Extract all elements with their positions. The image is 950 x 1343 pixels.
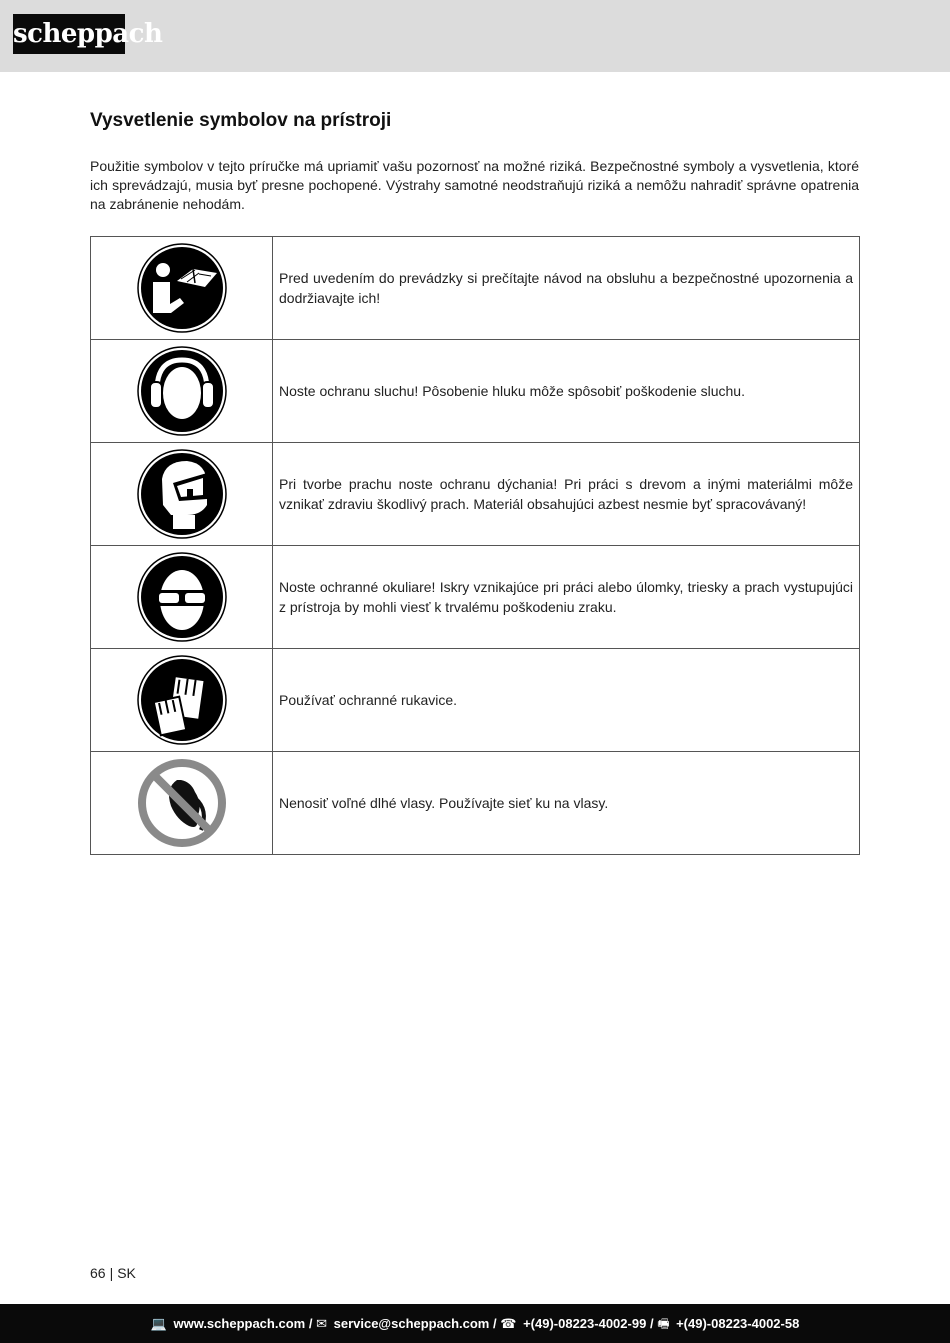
hearing-protection-icon — [137, 346, 227, 436]
read-manual-icon — [137, 243, 227, 333]
footer-bar — [0, 1304, 950, 1343]
page-number-value: 66 — [90, 1265, 106, 1281]
table-row — [91, 443, 860, 546]
table-row — [91, 752, 860, 855]
symbol-description: Nenosiť voľné dlhé vlasy. Používajte sieť ku na vlasy. — [273, 752, 860, 855]
icon-cell — [91, 752, 273, 855]
table-row — [91, 237, 860, 340]
symbol-description: Pri tvorbe prachu noste ochranu dýchania! Pri práci s drevom a inými materiálmi môže vznikať zdraviu škodlivý prach. Materiál obsahujúci azbest nesmie byť spracovávaný! — [273, 443, 860, 546]
symbols-table — [90, 236, 860, 855]
page-number: 66 | SK — [90, 1265, 136, 1281]
respiratory-protection-icon — [137, 449, 227, 539]
email-icon: ✉ — [316, 1316, 327, 1331]
icon-cell — [91, 649, 273, 752]
icon-cell — [91, 237, 273, 340]
safety-goggles-icon — [137, 552, 227, 642]
header-bar — [0, 0, 950, 72]
separator: / — [649, 1316, 654, 1331]
table-row — [91, 546, 860, 649]
phone-icon: ☎ — [500, 1316, 517, 1331]
symbol-description: Používať ochranné rukavice. — [273, 649, 860, 752]
symbol-description: Noste ochranné okuliare! Iskry vznikajúce pri práci alebo úlomky, triesky a prach vystupujúci z prístroja by mohli viesť k trvalému poškodeniu zraku. — [273, 546, 860, 649]
intro-paragraph: Použitie symbolov v tejto príručke má upriamiť vašu pozornosť na možné riziká. Bezpečnostné symboly a vysvetlenia, ktoré ich sprevádzajú, musia byť presne pochopené. Výstrahy samotné neodstraňujú riziká a nemôžu nahradiť správne opatrenia na zabránenie nehodám. — [90, 158, 859, 212]
protective-gloves-icon — [137, 655, 227, 745]
phone-number[interactable]: +(49)-08223-4002-99 — [523, 1316, 647, 1331]
separator: / — [308, 1316, 313, 1331]
language-code: SK — [117, 1265, 136, 1281]
scheppach-logo: scheppach — [13, 14, 125, 54]
email-link[interactable]: service@scheppach.com — [333, 1316, 490, 1331]
symbol-description: Noste ochranu sluchu! Pôsobenie hluku môže spôsobiť poškodenie sluchu. — [273, 340, 860, 443]
icon-cell — [91, 546, 273, 649]
icon-cell — [91, 340, 273, 443]
computer-icon: 💻 — [150, 1316, 167, 1331]
page-title: Vysvetlenie symbolov na prístroji — [90, 110, 392, 131]
fax-number: +(49)-08223-4002-58 — [676, 1316, 800, 1331]
website-link[interactable]: www.scheppach.com — [173, 1316, 306, 1331]
separator: / — [493, 1316, 497, 1331]
symbol-description: Pred uvedením do prevádzky si prečítajte návod na obsluhu a bezpečnostné upozornenia a dodržiavajte ich! — [273, 237, 860, 340]
fax-icon: 🖷 — [657, 1316, 670, 1331]
table-row — [91, 340, 860, 443]
table-row — [91, 649, 860, 752]
no-loose-hair-icon — [137, 758, 227, 848]
icon-cell — [91, 443, 273, 546]
